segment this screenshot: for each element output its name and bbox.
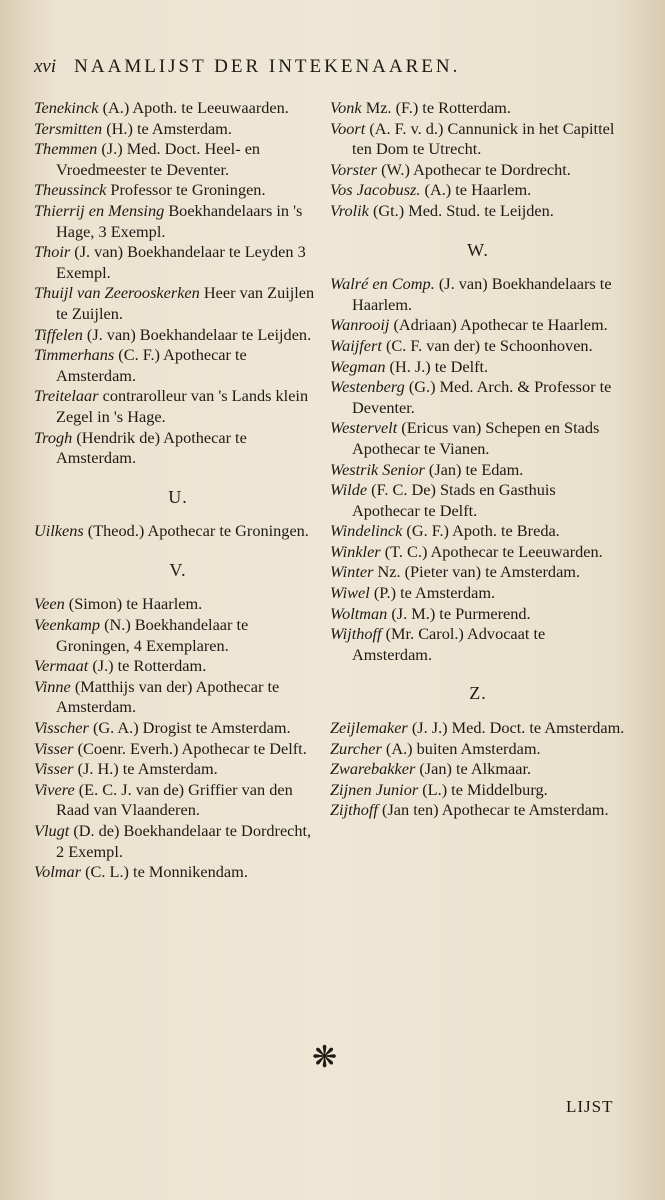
subscriber-name: Vivere — [34, 779, 75, 799]
subscriber-name: Wiwel — [330, 583, 370, 603]
subscriber-name: Waijfert — [330, 335, 382, 355]
subscriber-name: Zurcher — [330, 738, 382, 758]
subscriber-entry — [34, 345, 322, 386]
subscriber-details: (J.) Med. Doct. Heel- en Vroedmeester te Deventer. — [56, 139, 261, 179]
subscriber-name: Thuijl van Zeerooskerken — [34, 283, 200, 303]
subscriber-entry — [330, 562, 626, 583]
subscriber-name: Veen — [34, 594, 65, 614]
subscriber-entry — [34, 521, 322, 542]
subscriber-details: (Jan) te Alkmaar. — [415, 759, 532, 779]
subscriber-entry — [34, 594, 322, 615]
section-letter: Z. — [469, 683, 487, 704]
subscriber-details: (Adriaan) Apothecar te Haarlem. — [389, 315, 608, 335]
section-letter: V. — [169, 559, 187, 580]
subscriber-details: Professor te Groningen. — [106, 180, 266, 200]
subscriber-name: Visser — [34, 738, 74, 758]
subscriber-name: Winter — [330, 562, 374, 582]
subscriber-name: Vonk — [330, 98, 362, 117]
subscriber-name: Tenekinck — [34, 98, 99, 117]
subscriber-name: Vlugt — [34, 821, 70, 840]
subscriber-details: (A. F. v. d.) Cannunick in het Capittel ten Dom te Utrecht. — [352, 118, 615, 159]
subscriber-entry — [330, 180, 626, 201]
subscriber-details: (C. F. van der) te Schoonhoven. — [381, 335, 593, 355]
subscriber-details: (G.) Med. Arch. & Professor te Deventer. — [352, 377, 612, 417]
subscriber-name: Wanrooij — [330, 315, 390, 335]
subscriber-name: Vos Jacobusz. — [330, 180, 421, 200]
subscriber-entry — [330, 315, 626, 336]
subscriber-entry — [330, 480, 626, 521]
subscriber-entry — [34, 739, 322, 760]
subscriber-details: (C. L.) te Monnikendam. — [81, 862, 248, 882]
subscriber-details: (Theod.) Apothecar te Groningen. — [83, 521, 309, 541]
subscriber-entry — [330, 800, 626, 821]
subscriber-details: (A.) buiten Amsterdam. — [381, 738, 541, 758]
subscriber-details: (Simon) te Haarlem. — [64, 594, 203, 614]
subscriber-entry — [34, 283, 322, 324]
subscriber-details: (N.) Boekhandelaar te Groningen, 4 Exemplaren. — [56, 615, 249, 655]
subscriber-name: Veenkamp — [34, 615, 100, 635]
subscriber-details: (Ericus van) Schepen en Stads Apothecar te Vianen. — [352, 418, 600, 458]
subscriber-name: Uilkens — [34, 521, 84, 541]
subscriber-details: (G. A.) Drogist te Amsterdam. — [88, 718, 291, 738]
subscriber-entry — [330, 739, 626, 760]
subscriber-entry — [330, 780, 626, 801]
subscriber-name: Wilde — [330, 480, 368, 500]
subscriber-name: Voort — [330, 118, 366, 138]
subscriber-name: Vinne — [34, 676, 71, 696]
subscriber-name: Vorster — [330, 159, 378, 179]
subscriber-name: Windelinck — [330, 521, 403, 541]
subscriber-name: Thierrij en Mensing — [34, 200, 165, 220]
subscriber-name: Timmerhans — [34, 345, 115, 365]
subscriber-entry — [34, 862, 322, 883]
subscriber-details: Nz. (Pieter van) te Amsterdam. — [373, 562, 581, 582]
left-column — [34, 98, 322, 883]
subscriber-entry — [34, 718, 322, 739]
page-number: xvi — [34, 56, 57, 77]
subscriber-details: (Jan ten) Apothecar te Amsterdam. — [377, 800, 609, 820]
subscriber-details: (J.) te Rotterdam. — [88, 656, 207, 676]
subscriber-name: Zeijlemaker — [330, 718, 408, 738]
subscriber-name: Treitelaar — [34, 386, 99, 406]
subscriber-details: (Gt.) Med. Stud. te Leijden. — [368, 200, 554, 220]
subscriber-name: Tersmitten — [34, 118, 103, 138]
subscriber-entry — [330, 759, 626, 780]
subscriber-name: Theussinck — [34, 180, 107, 200]
catchword: LIJST — [566, 1097, 614, 1116]
subscriber-entry — [330, 377, 626, 418]
subscriber-details: (L.) te Middelburg. — [418, 779, 548, 799]
subscriber-name: Westenberg — [330, 377, 405, 397]
subscriber-entry — [34, 656, 322, 677]
subscriber-details: (J. van) Boekhandelaars te Haarlem. — [352, 274, 612, 314]
ornament-icon: ❋ — [312, 1041, 338, 1074]
subscriber-name: Vermaat — [34, 656, 89, 676]
subscriber-name: Thoir — [34, 242, 71, 262]
subscriber-entry — [34, 325, 322, 346]
subscriber-entry — [330, 357, 626, 378]
subscriber-details: (G. F.) Apoth. te Breda. — [402, 521, 560, 541]
right-column — [330, 98, 626, 821]
subscriber-details: (H.) te Amsterdam. — [102, 118, 232, 138]
subscriber-details: contrarolleur van 's Lands klein Zegel in 's Hage. — [56, 386, 309, 426]
subscriber-details: (Mr. Carol.) Advocaat te Amsterdam. — [352, 624, 546, 664]
section-letter: U. — [168, 486, 188, 507]
subscriber-entry — [330, 604, 626, 625]
subscriber-name: Volmar — [34, 862, 82, 882]
subscriber-name: Westervelt — [330, 418, 398, 438]
subscriber-entry — [34, 428, 322, 469]
subscriber-details: Boekhandelaars in 's Hage, 3 Exempl. — [56, 200, 303, 241]
subscriber-details: (Hendrik de) Apothecar te Amsterdam. — [56, 427, 247, 468]
subscriber-entry — [34, 821, 322, 862]
subscriber-name: Visscher — [34, 718, 89, 738]
subscriber-details: (E. C. J. van de) Griffier van den Raad van Vlaanderen. — [56, 779, 293, 820]
subscriber-entry — [34, 242, 322, 283]
subscriber-entry — [34, 615, 322, 656]
subscriber-entry — [34, 119, 322, 140]
subscriber-name: Wijthoff — [330, 624, 382, 644]
subscriber-entry — [330, 336, 626, 357]
subscriber-name: Westrik Senior — [330, 459, 425, 479]
subscriber-name: Zijthoff — [330, 800, 378, 820]
subscriber-entry — [34, 780, 322, 821]
subscriber-details: (Jan) te Edam. — [424, 459, 524, 479]
subscriber-name: Visser — [34, 759, 74, 779]
subscriber-entry — [330, 460, 626, 481]
subscriber-entry — [330, 418, 626, 459]
subscriber-name: Tiffelen — [34, 324, 83, 344]
subscriber-details: (J. van) Boekhandelaar te Leijden. — [82, 324, 312, 344]
subscriber-name: Winkler — [330, 541, 381, 561]
subscriber-entry — [330, 201, 626, 222]
subscriber-name: Themmen — [34, 139, 98, 159]
running-header — [34, 56, 634, 78]
subscriber-entry — [330, 119, 626, 160]
subscriber-entry — [34, 386, 322, 427]
subscriber-details: Heer van Zuijlen te Zuijlen. — [56, 283, 315, 323]
subscriber-entry — [330, 521, 626, 542]
subscriber-details: (J. M.) te Purmerend. — [387, 603, 531, 623]
subscriber-details: (J. J.) Med. Doct. te Amsterdam. — [407, 718, 625, 738]
subscriber-entry — [330, 718, 626, 739]
subscriber-entry — [330, 624, 626, 665]
subscriber-name: Woltman — [330, 603, 388, 623]
subscriber-details: (A.) te Haarlem. — [420, 180, 532, 200]
subscriber-name: Trogh — [34, 427, 73, 447]
subscriber-entry — [330, 98, 626, 119]
subscriber-details: Mz. (F.) te Rotterdam. — [361, 98, 511, 117]
subscriber-name: Zijnen Junior — [330, 779, 419, 799]
subscriber-entry — [330, 583, 626, 604]
subscriber-entry — [34, 759, 322, 780]
subscriber-entry — [330, 160, 626, 181]
subscriber-entry — [34, 180, 322, 201]
subscriber-details: (D. de) Boekhandelaar te Dordrecht, 2 Exempl. — [56, 821, 312, 861]
subscriber-details: (Matthijs van der) Apothecar te Amsterdam. — [56, 676, 280, 717]
subscriber-entry — [34, 201, 322, 242]
subscriber-name: Zwarebakker — [330, 759, 416, 779]
subscriber-details: (T. C.) Apothecar te Leeuwarden. — [380, 541, 603, 561]
subscriber-name: Walré en Comp. — [330, 274, 435, 294]
subscriber-details: (J. H.) te Amsterdam. — [73, 759, 218, 779]
subscriber-entry — [330, 274, 626, 315]
header-title: NAAMLIJST DER INTEKENAAREN. — [74, 56, 461, 77]
subscriber-entry — [34, 98, 322, 119]
subscriber-entry — [34, 139, 322, 180]
section-letter: W. — [467, 239, 489, 260]
subscriber-details: (A.) Apoth. te Leeuwaarden. — [98, 98, 289, 117]
subscriber-entry — [330, 542, 626, 563]
subscriber-details: (C. F.) Apothecar te Amsterdam. — [56, 345, 247, 385]
subscriber-name: Vrolik — [330, 200, 369, 220]
subscriber-details: (P.) te Amsterdam. — [369, 583, 496, 603]
subscriber-details: (J. van) Boekhandelaar te Leyden 3 Exempl. — [56, 242, 306, 282]
subscriber-details: (F. C. De) Stads en Gasthuis Apothecar te Delft. — [352, 480, 556, 520]
subscriber-details: (Coenr. Everh.) Apothecar te Delft. — [73, 738, 307, 758]
subscriber-details: (H. J.) te Delft. — [385, 356, 489, 376]
subscriber-entry — [34, 677, 322, 718]
subscriber-details: (W.) Apothecar te Dordrecht. — [377, 159, 571, 179]
subscriber-name: Wegman — [330, 356, 386, 376]
